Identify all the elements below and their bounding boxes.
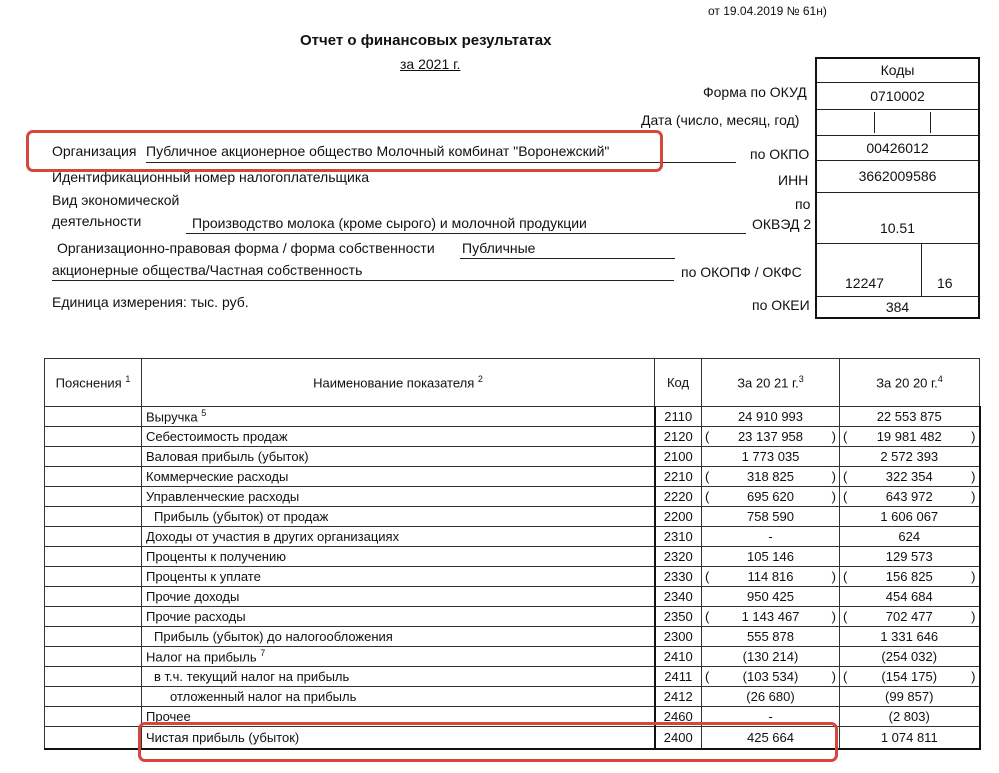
notes-cell	[45, 547, 142, 567]
notes-cell	[45, 527, 142, 547]
row-code: 2310	[655, 527, 702, 547]
row-code: 2340	[655, 587, 702, 607]
activity-label-2: деятельности	[52, 213, 142, 229]
indicator-name: Прочее	[142, 707, 655, 727]
row-code: 2320	[655, 547, 702, 567]
notes-cell	[45, 727, 142, 750]
notes-cell	[45, 587, 142, 607]
value-2021: 555 878	[702, 627, 840, 647]
value-2021: ( 114 816 )	[702, 567, 840, 587]
indicator-name: Прибыль (убыток) от продаж	[142, 507, 655, 527]
notes-cell	[45, 447, 142, 467]
table-row	[45, 447, 980, 467]
row-code: 2411	[655, 667, 702, 687]
date-code-cells	[817, 110, 978, 136]
indicator-name: Коммерческие расходы	[142, 467, 655, 487]
report-title: Отчет о финансовых результатах	[300, 32, 552, 49]
okopf-code: 12247	[845, 275, 884, 291]
value-2020: (2 803)	[840, 707, 980, 727]
table-body	[45, 407, 980, 750]
value-2020: 22 553 875	[840, 407, 980, 427]
indicator-name: Прибыль (убыток) до налогообложения	[142, 627, 655, 647]
value-2020: 1 606 067	[840, 507, 980, 527]
indicator-name: Доходы от участия в других организациях	[142, 527, 655, 547]
value-2020: ( 702 477 )	[840, 607, 980, 627]
value-2021: ( 695 620 )	[702, 487, 840, 507]
value-2021: 1 773 035	[702, 447, 840, 467]
okopf-okfs-codes	[817, 244, 978, 297]
notes-header: Пояснения $^1$	[45, 359, 142, 407]
table-row	[45, 567, 980, 587]
organization-highlight	[26, 130, 663, 172]
organization-label: Организация	[52, 143, 137, 159]
row-code: 2210	[655, 467, 702, 487]
value-2021: 758 590	[702, 507, 840, 527]
okei-label: по ОКЕИ	[752, 297, 810, 313]
indicator-name: Управленческие расходы	[142, 487, 655, 507]
table-row	[45, 547, 980, 567]
table-row	[45, 467, 980, 487]
row-code: 2120	[655, 427, 702, 447]
notes-cell	[45, 507, 142, 527]
okpo-code: 00426012	[817, 136, 978, 161]
value-2020: 1 074 811	[840, 727, 980, 750]
table-row	[45, 687, 980, 707]
indicator-name: Себестоимость продаж	[142, 427, 655, 447]
notes-cell	[45, 667, 142, 687]
table-row	[45, 587, 980, 607]
row-code: 2400	[655, 727, 702, 750]
indicator-name: Валовая прибыль (убыток)	[142, 447, 655, 467]
activity-value: Производство молока (кроме сырого) и молочной продукции	[192, 215, 587, 231]
value-2021: 425 664	[702, 727, 840, 750]
top-note: от 19.04.2019 № 61н)	[708, 4, 827, 18]
table-row	[45, 487, 980, 507]
value-2021: ( 318 825 )	[702, 467, 840, 487]
inn-label: ИНН	[778, 172, 809, 188]
value-2021: -	[702, 527, 840, 547]
okud-label: Форма по ОКУД	[703, 84, 807, 100]
value-2021: (130 214)	[702, 647, 840, 667]
row-code: 2100	[655, 447, 702, 467]
value-2020: 624	[840, 527, 980, 547]
financial-results-table	[44, 358, 981, 750]
row-code: 2410	[655, 647, 702, 667]
value-2020: 129 573	[840, 547, 980, 567]
legal-form-underline-a	[460, 258, 675, 259]
value-2020: ( 643 972 )	[840, 487, 980, 507]
indicator-name: Проценты к уплате	[142, 567, 655, 587]
table-row	[45, 667, 980, 687]
okved-code: 10.51	[817, 193, 978, 244]
row-code: 2350	[655, 607, 702, 627]
table-row	[45, 527, 980, 547]
organization-value: Публичное акционерное общество Молочный комбинат "Воронежский"	[146, 143, 610, 159]
row-code: 2110	[655, 407, 702, 427]
inn-long-label: Идентификационный номер налогоплательщика	[52, 169, 370, 185]
table-header-row	[45, 359, 980, 407]
row-code: 2200	[655, 507, 702, 527]
value-2020: 1 331 646	[840, 627, 980, 647]
notes-cell	[45, 607, 142, 627]
value-2020: 454 684	[840, 587, 980, 607]
date-label: Дата (число, месяц, год)	[641, 112, 800, 128]
value-2021: -	[702, 707, 840, 727]
okpo-label: по ОКПО	[750, 146, 810, 162]
unit-label: Единица измерения: тыс. руб.	[52, 294, 249, 310]
po-label: по	[795, 196, 811, 212]
indicator-name: Чистая прибыль (убыток)	[142, 727, 655, 750]
value-2021: (26 680)	[702, 687, 840, 707]
okved-label: ОКВЭД 2	[752, 216, 812, 232]
table-row	[45, 607, 980, 627]
year2-header: За 20 20 г.$^4$	[840, 359, 980, 407]
notes-cell	[45, 567, 142, 587]
value-2020: ( (154 175) )	[840, 667, 980, 687]
value-2020: ( 322 354 )	[840, 467, 980, 487]
notes-cell	[45, 687, 142, 707]
value-2020: (99 857)	[840, 687, 980, 707]
value-2021: 24 910 993	[702, 407, 840, 427]
code-header: Код	[655, 359, 702, 407]
table-row	[45, 647, 980, 667]
value-2021: 950 425	[702, 587, 840, 607]
codes-header: Коды	[817, 59, 978, 83]
net-profit-highlight	[138, 722, 838, 762]
notes-cell	[45, 467, 142, 487]
row-code: 2300	[655, 627, 702, 647]
row-code: 2412	[655, 687, 702, 707]
report-period: за 2021 г.	[400, 56, 461, 72]
okud-code: 0710002	[817, 83, 978, 110]
value-2020: 2 572 393	[840, 447, 980, 467]
okei-code: 384	[885, 299, 910, 315]
row-code: 2330	[655, 567, 702, 587]
row-code: 2460	[655, 707, 702, 727]
legal-form-label: Организационно-правовая форма / форма собственности	[57, 240, 435, 256]
legal-form-value-a: Публичные	[462, 240, 536, 256]
indicator-name: Выручка $^5$	[142, 407, 655, 427]
activity-underline	[186, 233, 746, 234]
notes-cell	[45, 487, 142, 507]
activity-label-1: Вид экономической	[52, 192, 180, 208]
codes-box	[815, 57, 980, 319]
value-2020: ( 156 825 )	[840, 567, 980, 587]
value-2021: ( 23 137 958 )	[702, 427, 840, 447]
indicator-name: Прочие расходы	[142, 607, 655, 627]
indicator-name: отложенный налог на прибыль	[142, 687, 655, 707]
notes-cell	[45, 707, 142, 727]
notes-cell	[45, 627, 142, 647]
legal-form-value-b: акционерные общества/Частная собственность	[52, 262, 363, 278]
indicator-name: в т.ч. текущий налог на прибыль	[142, 667, 655, 687]
value-2021: 105 146	[702, 547, 840, 567]
value-2020: (254 032)	[840, 647, 980, 667]
table-row	[45, 407, 980, 427]
indicator-name: Проценты к получению	[142, 547, 655, 567]
notes-cell	[45, 407, 142, 427]
row-code: 2220	[655, 487, 702, 507]
table-row	[45, 427, 980, 447]
okfs-code: 16	[937, 275, 953, 291]
indicator-name: Прочие доходы	[142, 587, 655, 607]
legal-form-underline-b	[52, 280, 674, 281]
value-2021: ( 1 143 467 )	[702, 607, 840, 627]
okopf-label: по ОКОПФ / ОКФС	[681, 264, 802, 280]
indicator-name: Налог на прибыль $^7$	[142, 647, 655, 667]
value-2021: ( (103 534) )	[702, 667, 840, 687]
value-2020: ( 19 981 482 )	[840, 427, 980, 447]
inn-code: 3662009586	[817, 161, 978, 193]
year1-header: За 20 21 г.$^3$	[702, 359, 840, 407]
notes-cell	[45, 647, 142, 667]
table-row	[45, 627, 980, 647]
name-header: Наименование показателя $^2$	[142, 359, 655, 407]
notes-cell	[45, 427, 142, 447]
table-row	[45, 507, 980, 527]
